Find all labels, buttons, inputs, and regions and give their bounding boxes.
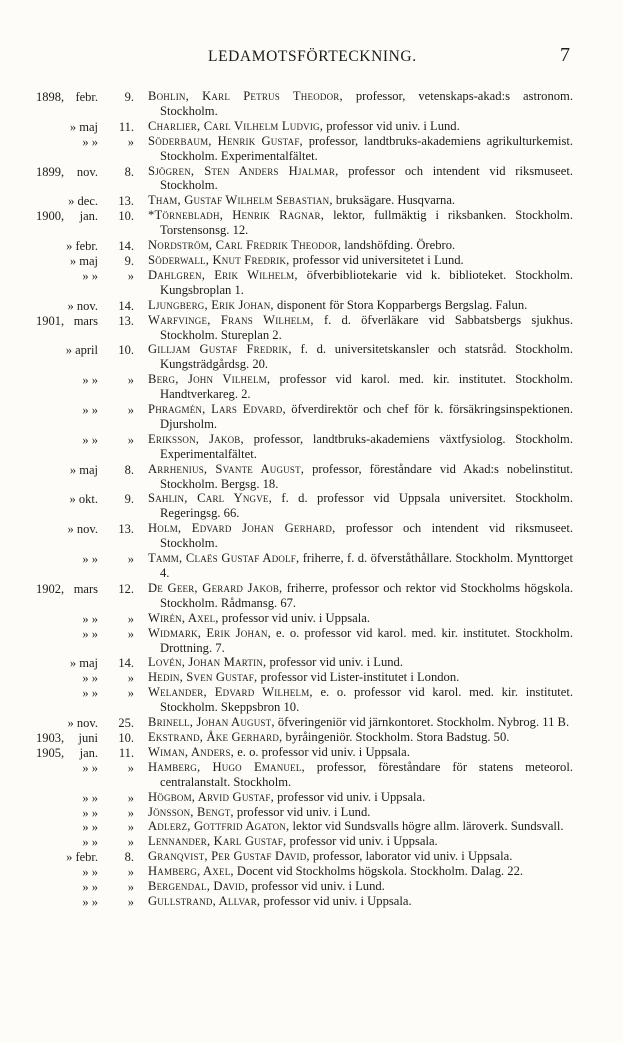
entry-month: » febr. (66, 239, 98, 254)
member-description: professor vid univ. i Lund. (251, 879, 385, 894)
list-item (0, 268, 623, 298)
entry-text (148, 760, 573, 790)
member-description: e. o. professor vid karol. med. kir. institutet. Stockholm. Skeppsbron 10. (160, 685, 573, 715)
list-item (0, 894, 623, 909)
entry-day: » (127, 835, 134, 850)
member-description: f. d. universitetskansler och statsråd. Stockholm. Kungsträdgårdsg. 20. (160, 342, 574, 372)
entry-month: » » (82, 686, 98, 701)
list-item (0, 685, 623, 715)
list-item (0, 372, 623, 402)
entry-date (0, 208, 134, 225)
entry-month: » » (82, 835, 98, 850)
entry-month: » » (82, 760, 98, 775)
entry-text (148, 611, 573, 626)
entry-day: 9. (124, 90, 134, 104)
entry-text (148, 581, 573, 611)
member-name: Wiman, Anders, (148, 744, 235, 759)
entry-day: » (127, 671, 134, 686)
member-description: Docent vid Stockholms högskola. Stockholm. Dalag. 22. (236, 864, 524, 879)
entry-month: mars (73, 581, 98, 596)
member-name: Bohlin, Karl Petrus Theodor, (148, 89, 343, 103)
member-name: Hamberg, Hugo Emanuel, (148, 759, 305, 774)
member-name: Lennander, Karl Gustaf, (148, 834, 287, 849)
entry-day: 8. (124, 164, 134, 179)
list-item (0, 655, 623, 670)
member-name: Ekstrand, Åke Gerhard, (148, 729, 283, 744)
member-description: landshöfding. Örebro. (344, 238, 456, 253)
entry-day: 8. (124, 850, 134, 865)
member-description: f. d. professor vid Uppsala universitet. Stockholm. Regeringsg. 66. (160, 491, 573, 521)
entry-day: 9. (124, 253, 134, 268)
entry-date (0, 581, 134, 598)
list-item (0, 834, 623, 849)
entry-text (148, 238, 573, 253)
entry-text (148, 89, 573, 119)
list-item (0, 491, 623, 521)
member-name: Phragmén, Lars Edvard, (148, 402, 286, 417)
entry-text (148, 268, 573, 298)
member-name: Sjögren, Sten Anders Hjalmar, (148, 163, 339, 178)
entry-year: 1905, (36, 745, 65, 760)
member-list (0, 89, 623, 909)
list-item (0, 879, 623, 894)
member-description: professor vid univ. i Lund. (269, 655, 404, 670)
entry-month: » maj (69, 253, 98, 268)
entry-text (148, 745, 573, 760)
member-name: Högbom, Arvid Gustaf, (148, 789, 274, 804)
list-item (0, 864, 623, 879)
entry-day: » (127, 403, 134, 418)
entry-day: 10. (118, 343, 134, 358)
entry-month: » » (82, 894, 98, 909)
entry-day: » (127, 268, 134, 283)
member-description: professor vid karol. med. kir. institutet. Stockholm. Handtverkareg. 2. (160, 372, 573, 402)
member-name: Granqvist, Per Gustaf David, (148, 849, 310, 864)
entry-day: 13. (118, 194, 134, 209)
entry-month: » dec. (68, 194, 98, 209)
member-description: öfverdirektör och chef för k. försäkringsinspektionen. Djursholm. (160, 402, 573, 431)
entry-date (0, 342, 134, 359)
list-item (0, 119, 623, 134)
entry-month: » » (82, 134, 98, 149)
entry-day: 14. (118, 298, 134, 313)
entry-day: 13. (118, 313, 134, 328)
member-name: Charlier, Carl Vilhelm Ludvig, (148, 118, 324, 133)
entry-year: 1902, (36, 581, 65, 596)
entry-text (148, 879, 573, 894)
entry-day: » (127, 760, 134, 775)
entry-month: » » (82, 865, 98, 880)
entry-text (148, 864, 573, 879)
entry-month: » » (82, 611, 98, 626)
list-item (0, 432, 623, 462)
member-description: bruksägare. Husqvarna. (335, 193, 456, 208)
list-item (0, 790, 623, 805)
entry-day: » (127, 552, 134, 567)
member-description: öfveringeniör vid järnkontoret. Stockholm. Nybrog. 11 B. (277, 715, 570, 730)
entry-month: » » (82, 671, 98, 686)
running-title: LEDAMOTSFÖRTECKNING. (208, 48, 417, 65)
entry-date (0, 164, 134, 181)
member-description: professor vid universitetet i Lund. (292, 252, 464, 267)
entry-year: 1903, (36, 730, 65, 745)
list-item (0, 670, 623, 685)
entry-day: 12. (118, 581, 134, 596)
member-name: Lovén, Johan Martin, (148, 655, 267, 670)
entry-month: febr. (75, 90, 98, 104)
list-item (0, 551, 623, 581)
entry-date (0, 268, 134, 285)
entry-day: » (127, 880, 134, 895)
member-name: Tamm, Claës Gustaf Adolf, (148, 551, 300, 566)
member-name: Gilljam Gustaf Fredrik, (148, 342, 292, 357)
list-item (0, 253, 623, 268)
entry-text (148, 164, 573, 194)
entry-text (148, 715, 573, 730)
list-item (0, 462, 623, 492)
entry-day: » (127, 894, 134, 909)
member-description: lektor, fullmäktig i riksbanken. Stockholm. Torstensonsg. 12. (160, 208, 573, 238)
entry-day: 13. (118, 522, 134, 537)
entry-month: » » (82, 805, 98, 820)
entry-day: » (127, 805, 134, 820)
list-item (0, 402, 623, 432)
entry-month: » nov. (67, 716, 98, 731)
list-item (0, 760, 623, 790)
entry-text (148, 894, 573, 909)
member-description: professor och intendent vid riksmuseet. Stockholm. (160, 163, 573, 193)
entry-month: jan. (79, 745, 98, 760)
entry-month: » nov. (67, 522, 98, 537)
member-name: Eriksson, Jakob, (148, 431, 244, 446)
entry-day: 11. (118, 119, 134, 134)
entry-text (148, 432, 573, 462)
member-description: professor vid univ. i Lund. (326, 118, 460, 133)
entry-text (148, 655, 573, 670)
member-name: Jönsson, Bengt, (148, 804, 234, 819)
entry-date (0, 521, 134, 538)
list-item (0, 238, 623, 253)
entry-month: » maj (69, 119, 98, 134)
member-name: Dahlgren, Erik Wilhelm, (148, 267, 298, 282)
entry-month: » nov. (67, 298, 98, 313)
entry-text (148, 790, 573, 805)
entry-text (148, 834, 573, 849)
entry-text (148, 805, 573, 820)
entry-text (148, 551, 573, 581)
entry-day: » (127, 626, 134, 641)
entry-day: » (127, 134, 134, 149)
member-name: *Törnebladh, Henrik Ragnar, (148, 208, 325, 223)
member-name: Hamberg, Axel, (148, 864, 234, 879)
entry-year: 1899, (36, 164, 65, 179)
page-header (0, 44, 623, 68)
member-description: öfverbibliotekarie vid k. biblioteket. Stockholm. Kungsbroplan 1. (160, 267, 573, 297)
entry-month: » » (82, 373, 98, 388)
entry-day: 8. (124, 462, 134, 477)
entry-text (148, 491, 573, 521)
entry-month: » okt. (69, 492, 98, 507)
entry-day: 11. (118, 745, 134, 760)
list-item (0, 193, 623, 208)
entry-day: » (127, 686, 134, 701)
list-item (0, 730, 623, 745)
list-item (0, 342, 623, 372)
member-description: professor, vetenskaps-akad:s astronom. Stockholm. (160, 89, 573, 118)
member-description: professor, föreståndare vid Akad:s nobelinstitut. Stockholm. Bergsg. 18. (160, 461, 574, 491)
member-description: professor vid univ. i Uppsala. (221, 610, 370, 625)
entry-text (148, 372, 573, 402)
entry-day: » (127, 432, 134, 447)
member-name: Gullstrand, Allvar, (148, 893, 261, 908)
list-item (0, 313, 623, 343)
member-description: friherre, professor och rektor vid Stockholms högskola. Stockholm. Rådmansg. 67. (160, 580, 573, 610)
member-description: lektor vid Sundsvalls högre allm. läroverk. Sundsvall. (292, 819, 564, 834)
entry-day: 9. (124, 492, 134, 507)
entry-month: » » (82, 790, 98, 805)
entry-month: » febr. (66, 850, 98, 865)
member-description: professor, föreståndare för statens meteorol. centralanstalt. Stockholm. (160, 759, 573, 789)
entry-month: » » (82, 880, 98, 895)
member-name: Ljungberg, Erik Johan, (148, 297, 274, 312)
entry-day: 10. (118, 730, 134, 745)
member-description: e. o. professor vid karol. med. kir. institutet. Stockholm. Drottning. 7. (160, 625, 574, 655)
member-name: Tham, Gustaf Wilhelm Sebastian, (148, 193, 333, 208)
member-name: Adlerz, Gottfrid Agaton, (148, 819, 290, 834)
entry-day: 25. (118, 716, 134, 731)
entry-date (0, 462, 134, 479)
member-description: professor vid univ. i Lund. (236, 804, 371, 819)
entry-text (148, 193, 573, 208)
list-item (0, 164, 623, 194)
entry-text (148, 134, 573, 164)
entry-text (148, 298, 573, 313)
entry-day: 10. (118, 209, 134, 224)
entry-day: » (127, 373, 134, 388)
list-item (0, 849, 623, 864)
entry-day: 14. (118, 239, 134, 254)
list-item (0, 208, 623, 238)
list-item (0, 626, 623, 656)
entry-date (0, 89, 134, 106)
member-description: friherre, f. d. öfverståthållare. Stockholm. Mynttorget 4. (160, 551, 573, 580)
member-description: professor, laborator vid univ. i Uppsala. (312, 849, 513, 864)
member-description: professor vid univ. i Uppsala. (289, 834, 438, 849)
member-name: Welander, Edvard Wilhelm, (148, 685, 313, 700)
member-description: f. d. öfverläkare vid Sabbatsbergs sjukhus. Stockholm. Stureplan 2. (160, 312, 573, 342)
entry-month: » » (82, 820, 98, 835)
member-name: Sahlin, Carl Yngve, (148, 491, 272, 506)
list-item (0, 521, 623, 551)
entry-text (148, 521, 573, 551)
entry-year: 1901, (36, 313, 65, 328)
list-item (0, 89, 623, 119)
member-name: Berg, John Vilhelm, (148, 372, 271, 387)
entry-date (0, 134, 134, 151)
entry-date (0, 491, 134, 508)
entry-day: 14. (118, 656, 134, 671)
entry-date (0, 685, 134, 702)
entry-text (148, 685, 573, 715)
entry-text (148, 208, 573, 238)
entry-text (148, 730, 573, 745)
list-item (0, 298, 623, 313)
member-name: Hedin, Sven Gustaf, (148, 670, 258, 685)
entry-month: » » (82, 552, 98, 567)
entry-day: » (127, 790, 134, 805)
page-number: 7 (560, 44, 570, 66)
list-item (0, 819, 623, 834)
entry-text (148, 626, 573, 656)
entry-text (148, 342, 573, 372)
member-description: professor vid univ. i Uppsala. (263, 893, 412, 908)
entry-date (0, 313, 134, 330)
member-description: professor och intendent vid riksmuseet. Stockholm. (160, 521, 573, 551)
entry-date (0, 626, 134, 643)
entry-month: nov. (76, 164, 98, 179)
entry-date (0, 551, 134, 568)
entry-text (148, 402, 573, 432)
member-name: Wirén, Axel, (148, 610, 219, 625)
list-item (0, 745, 623, 760)
entry-month: » april (65, 343, 98, 358)
list-item (0, 611, 623, 626)
member-description: disponent för Stora Kopparbergs Bergslag. Falun. (276, 297, 528, 312)
entry-date (0, 372, 134, 389)
entry-date (0, 432, 134, 449)
member-description: professor vid univ. i Uppsala. (277, 789, 426, 804)
member-name: Holm, Edvard Johan Gerhard, (148, 521, 336, 536)
entry-month: » » (82, 403, 98, 418)
entry-day: » (127, 820, 134, 835)
entry-text (148, 119, 573, 134)
entry-date (0, 760, 134, 777)
entry-month: » » (82, 432, 98, 447)
entry-text (148, 849, 573, 864)
member-name: De Geer, Gerard Jakob, (148, 580, 283, 595)
member-description: professor vid Lister-institutet i London. (260, 670, 460, 685)
entry-text (148, 462, 573, 492)
entry-month: » » (82, 626, 98, 641)
entry-year: 1900, (36, 209, 65, 224)
list-item (0, 805, 623, 820)
list-item (0, 134, 623, 164)
member-name: Nordström, Carl Fredrik Theodor, (148, 238, 342, 253)
entry-text (148, 313, 573, 343)
list-item (0, 715, 623, 730)
entry-month: jan. (79, 209, 98, 224)
member-description: professor, landtbruks-akademiens agrikulturkemist. Stockholm. Experimentalfältet. (160, 133, 573, 163)
member-name: Widmark, Erik Johan, (148, 625, 271, 640)
member-description: e. o. professor vid univ. i Uppsala. (237, 744, 410, 759)
entry-date (0, 894, 134, 911)
entry-text (148, 670, 573, 685)
entry-month: » » (82, 268, 98, 283)
member-name: Arrhenius, Svante August, (148, 461, 305, 476)
entry-month: » maj (69, 462, 98, 477)
member-name: Warfvinge, Frans Wilhelm, (148, 312, 314, 327)
entry-date (0, 402, 134, 419)
member-name: Söderbaum, Henrik Gustaf, (148, 133, 303, 148)
list-item (0, 581, 623, 611)
entry-day: » (127, 611, 134, 626)
member-description: professor, landtbruks-akademiens växtfysiolog. Stockholm. Experimentalfältet. (160, 431, 574, 461)
entry-text (148, 819, 573, 834)
entry-month: mars (73, 313, 98, 328)
member-name: Brinell, Johan August, (148, 715, 275, 730)
member-name: Bergendal, David, (148, 879, 249, 894)
entry-month: juni (78, 730, 98, 745)
entry-month: » maj (69, 656, 98, 671)
member-name: Söderwall, Knut Fredrik, (148, 252, 290, 267)
entry-text (148, 253, 573, 268)
entry-day: » (127, 865, 134, 880)
entry-year: 1898, (36, 90, 65, 104)
member-description: byråingeniör. Stockholm. Stora Badstug. 50. (285, 729, 510, 744)
